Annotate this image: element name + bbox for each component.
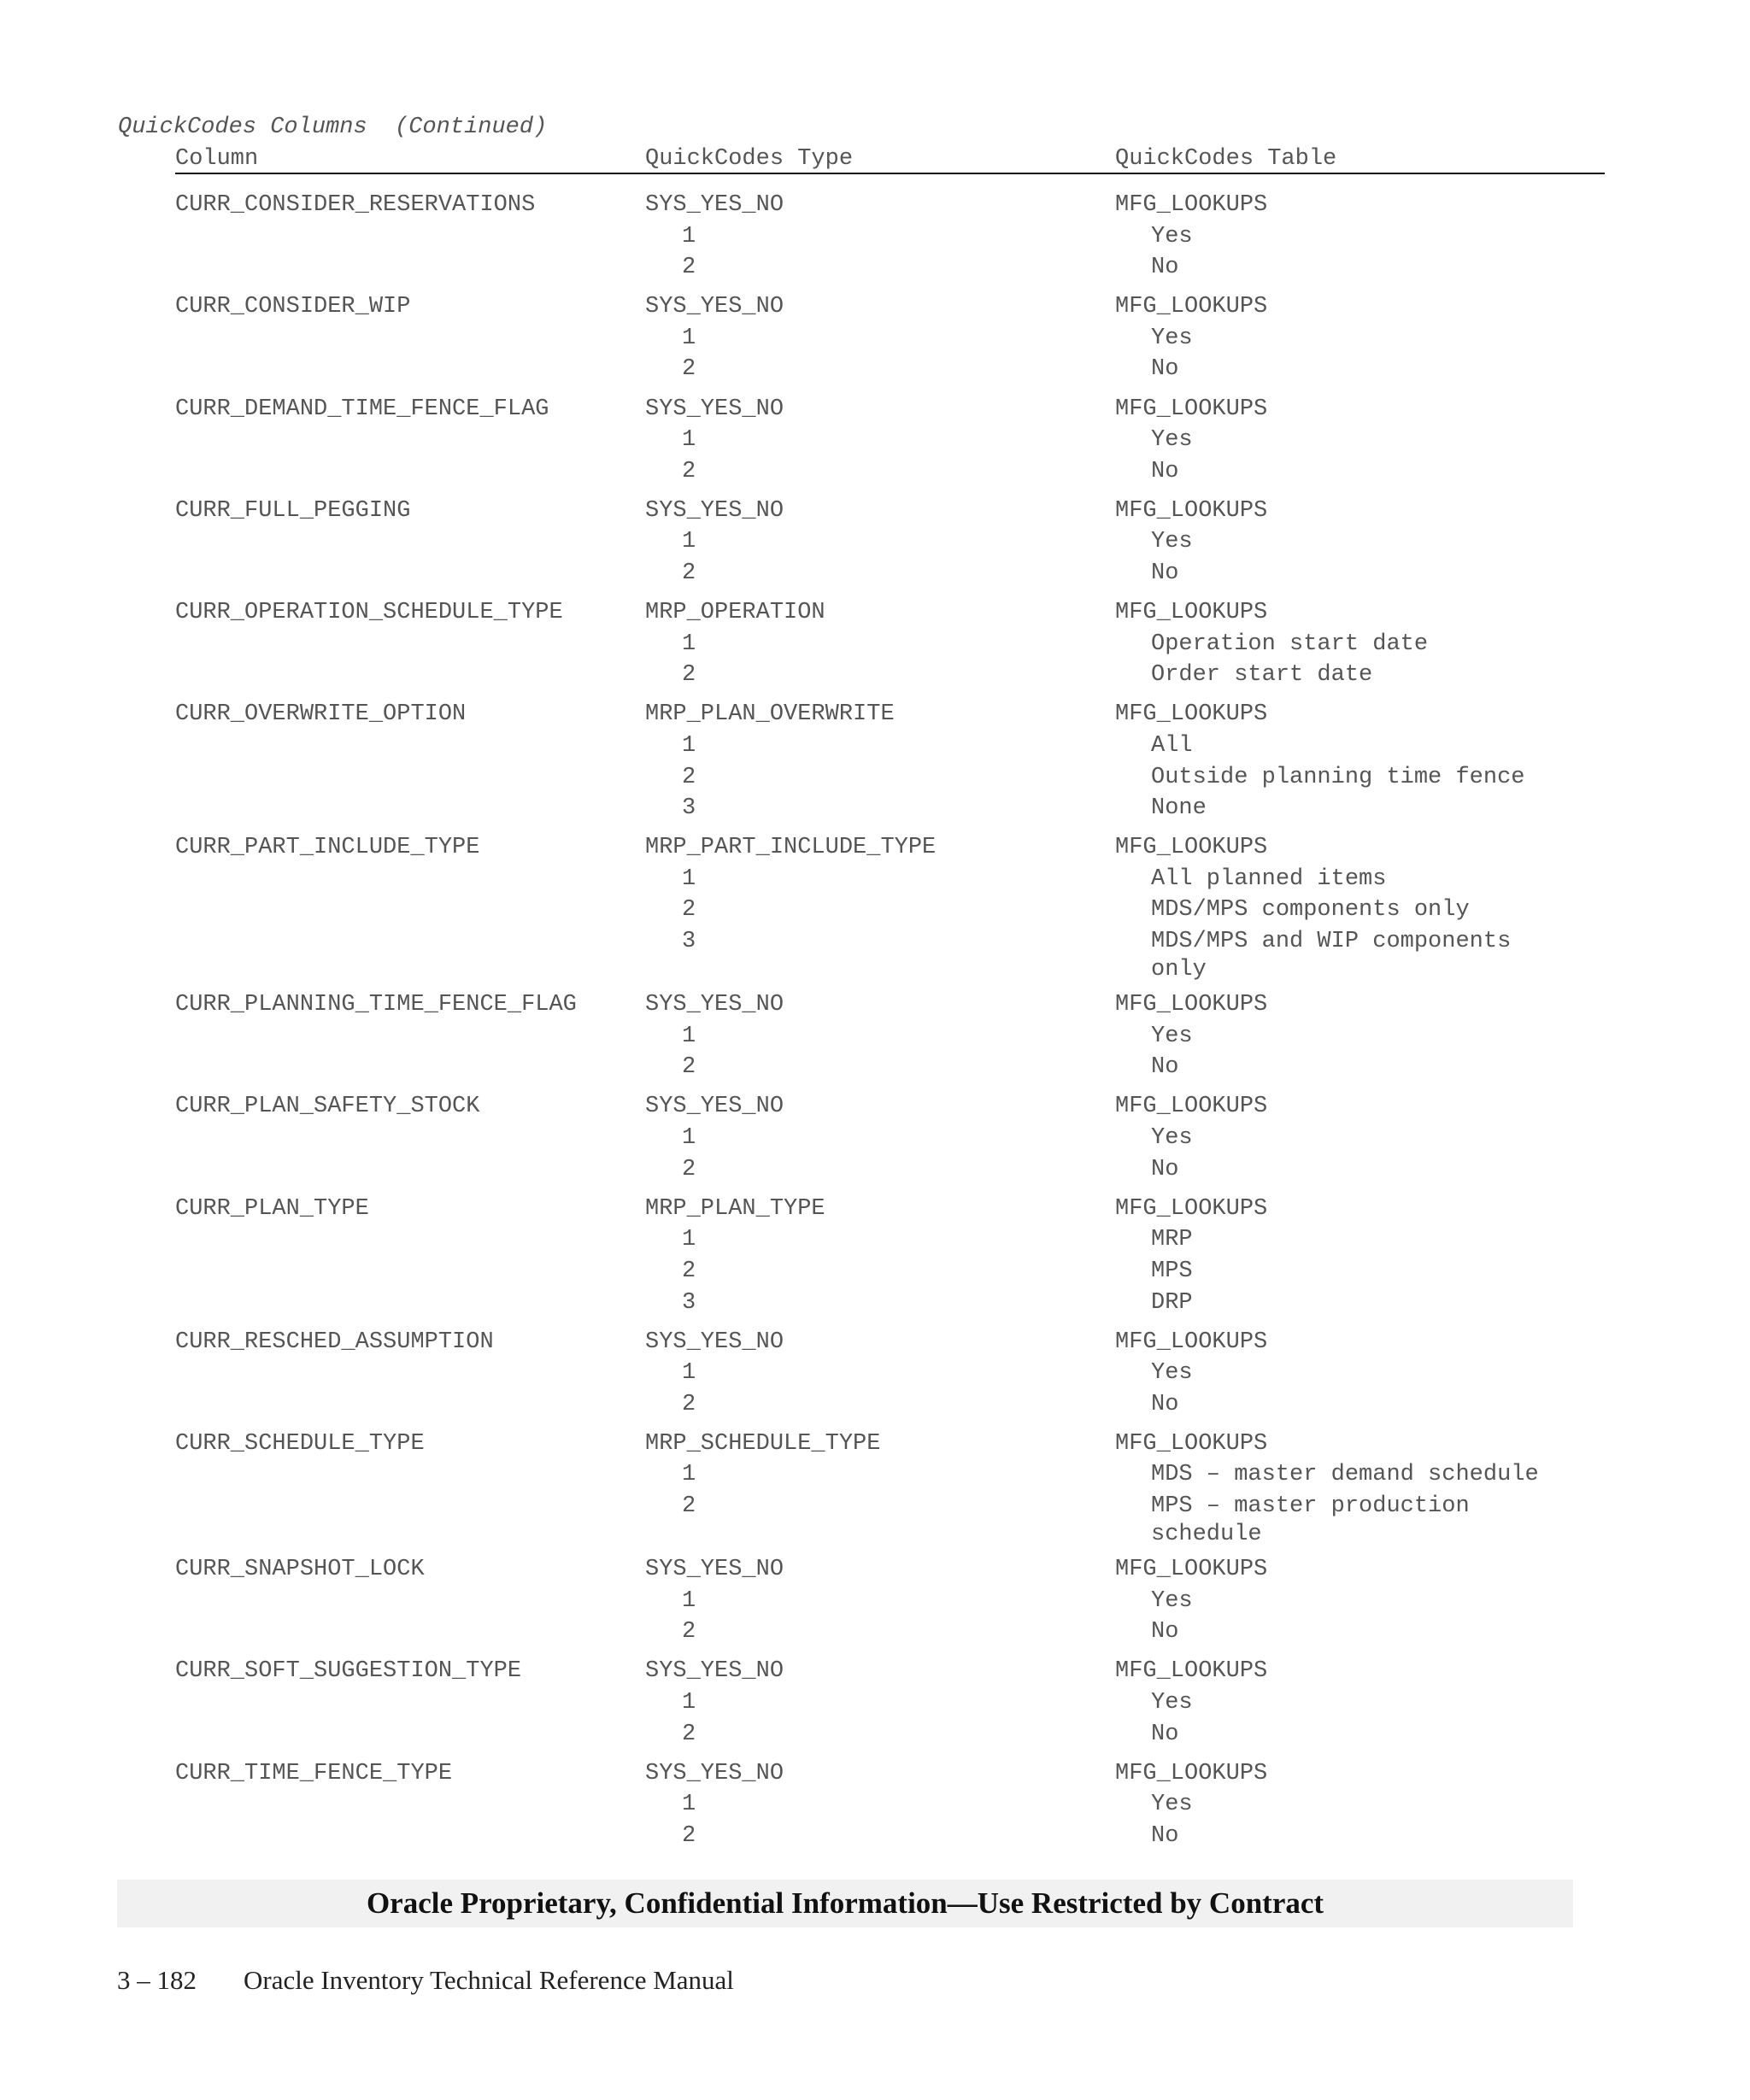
code-value: 1 [682, 1125, 696, 1152]
quickcodes-table: MFG_LOOKUPS [1115, 701, 1268, 728]
code-meaning: No [1151, 1054, 1179, 1081]
table-entry [175, 1428, 1605, 1554]
entry-spacer [175, 1083, 1605, 1092]
quickcodes-type: SYS_YES_NO [645, 1557, 784, 1583]
code-line [175, 629, 1605, 660]
code-line [175, 660, 1605, 691]
column-name: CURR_CONSIDER_RESERVATIONS [175, 192, 536, 218]
code-value: 3 [682, 795, 696, 822]
code-value: 1 [682, 325, 696, 351]
table-entry [175, 597, 1605, 699]
code-line [175, 762, 1605, 794]
quickcodes-table: MFG_LOOKUPS [1115, 294, 1268, 320]
code-meaning-continuation: only [1151, 956, 1207, 983]
code-value: 2 [682, 897, 696, 924]
code-meaning: No [1151, 1822, 1179, 1849]
code-meaning: No [1151, 356, 1179, 383]
entry-main-line [175, 989, 1605, 1021]
code-line [175, 1491, 1605, 1522]
code-meaning: No [1151, 255, 1179, 281]
column-name: CURR_SOFT_SUGGESTION_TYPE [175, 1658, 522, 1685]
code-line [175, 1256, 1605, 1288]
quickcodes-table: MFG_LOOKUPS [1115, 1760, 1268, 1786]
code-meaning: MDS – master demand schedule [1151, 1462, 1539, 1488]
code-value: 1 [682, 1792, 696, 1818]
code-line [175, 1154, 1605, 1186]
table-entry [175, 832, 1605, 989]
code-meaning: Yes [1151, 427, 1193, 454]
quickcodes-table: MFG_LOOKUPS [1115, 1195, 1268, 1222]
code-meaning: No [1151, 1156, 1179, 1182]
table-entry [175, 1656, 1605, 1757]
page-number: 3 – 182 [117, 1965, 197, 1995]
quickcodes-table: MFG_LOOKUPS [1115, 192, 1268, 218]
entry-spacer [175, 691, 1605, 700]
entry-main-line [175, 1554, 1605, 1586]
quickcodes-type: SYS_YES_NO [645, 1760, 784, 1786]
entry-spacer [175, 284, 1605, 292]
entry-main-line [175, 1194, 1605, 1225]
quickcodes-table: MFG_LOOKUPS [1115, 1329, 1268, 1355]
entry-spacer [175, 1852, 1605, 1861]
column-name: CURR_RESCHED_ASSUMPTION [175, 1329, 494, 1355]
code-value: 1 [682, 631, 696, 657]
table-entry [175, 1194, 1605, 1327]
quickcodes-type: MRP_PLAN_TYPE [645, 1195, 825, 1222]
code-value: 2 [682, 1822, 696, 1849]
code-value: 1 [682, 1023, 696, 1049]
code-line [175, 526, 1605, 558]
quickcodes-table: MFG_LOOKUPS [1115, 835, 1268, 861]
code-value: 2 [682, 764, 696, 790]
code-line [175, 926, 1605, 958]
code-value: 2 [682, 1493, 696, 1520]
table-entry [175, 1554, 1605, 1656]
entry-spacer [175, 1648, 1605, 1657]
quickcodes-type: SYS_YES_NO [645, 192, 784, 218]
column-name: CURR_TIME_FENCE_TYPE [175, 1760, 453, 1786]
column-header: Column [175, 146, 259, 172]
code-line [175, 895, 1605, 926]
code-meaning: Operation start date [1151, 631, 1429, 657]
code-line [175, 1789, 1605, 1821]
quickcodes-table: MFG_LOOKUPS [1115, 396, 1268, 422]
entry-main-line [175, 291, 1605, 323]
code-line [175, 1389, 1605, 1421]
code-line [175, 1224, 1605, 1256]
code-meaning-continuation: schedule [1151, 1521, 1262, 1547]
code-line [175, 1687, 1605, 1719]
entry-spacer [175, 1750, 1605, 1758]
code-value: 2 [682, 1721, 696, 1747]
code-value: 2 [682, 1258, 696, 1284]
quickcodes-type: SYS_YES_NO [645, 1329, 784, 1355]
code-meaning: None [1151, 795, 1207, 822]
column-name: CURR_FULL_PEGGING [175, 497, 411, 524]
code-line [175, 425, 1605, 456]
code-meaning: No [1151, 1619, 1179, 1645]
entry-spacer [175, 982, 1605, 990]
code-value: 1 [682, 733, 696, 759]
code-line [175, 1459, 1605, 1491]
quickcodes-type: SYS_YES_NO [645, 294, 784, 320]
code-meaning: Yes [1151, 1023, 1193, 1049]
entry-main-line [175, 496, 1605, 527]
quickcodes-type: SYS_YES_NO [645, 992, 784, 1018]
code-meaning: Yes [1151, 1792, 1193, 1818]
table-entry [175, 1758, 1605, 1860]
entry-spacer [175, 590, 1605, 598]
column-name: CURR_SCHEDULE_TYPE [175, 1430, 425, 1457]
code-meaning: Yes [1151, 529, 1193, 555]
code-meaning: Yes [1151, 1360, 1193, 1387]
column-name: CURR_DEMAND_TIME_FENCE_FLAG [175, 396, 549, 422]
code-value: 2 [682, 458, 696, 484]
entry-main-line [175, 1656, 1605, 1687]
table-entry [175, 1091, 1605, 1193]
confidentiality-banner: Oracle Proprietary, Confidential Information––Use Restricted by Contract [117, 1880, 1573, 1927]
code-meaning: Yes [1151, 1690, 1193, 1716]
quickcodes-type: SYS_YES_NO [645, 497, 784, 524]
code-line [175, 1288, 1605, 1319]
entry-main-line [175, 1758, 1605, 1790]
entry-spacer [175, 385, 1605, 394]
table-entry [175, 291, 1605, 393]
code-value: 1 [682, 865, 696, 892]
quickcodes-table: MFG_LOOKUPS [1115, 1658, 1268, 1685]
code-value: 1 [682, 1690, 696, 1716]
quickcodes-table-body [175, 190, 1605, 1860]
code-value: 2 [682, 560, 696, 587]
code-line [175, 323, 1605, 355]
quickcodes-table: MFG_LOOKUPS [1115, 1557, 1268, 1583]
quickcodes-type: MRP_OPERATION [645, 600, 825, 626]
code-meaning: Yes [1151, 1587, 1193, 1614]
code-meaning: Order start date [1151, 662, 1373, 689]
code-meaning: No [1151, 560, 1179, 587]
code-line [175, 1021, 1605, 1053]
code-value: 2 [682, 1391, 696, 1417]
entry-main-line [175, 1327, 1605, 1358]
table-entry [175, 1327, 1605, 1428]
entry-main-line [175, 832, 1605, 864]
code-meaning: MDS/MPS and WIP components [1151, 929, 1512, 955]
code-value: 1 [682, 427, 696, 454]
code-meaning-continuation-line [175, 1522, 1605, 1546]
code-value: 3 [682, 1289, 696, 1316]
column-name: CURR_SNAPSHOT_LOCK [175, 1557, 425, 1583]
code-line [175, 1719, 1605, 1751]
code-value: 1 [682, 1587, 696, 1614]
column-name: CURR_CONSIDER_WIP [175, 294, 411, 320]
entry-spacer [175, 824, 1605, 833]
code-value: 1 [682, 223, 696, 249]
code-line [175, 730, 1605, 762]
code-meaning: Yes [1151, 223, 1193, 249]
code-value: 2 [682, 1054, 696, 1081]
code-line [175, 1616, 1605, 1648]
code-line [175, 456, 1605, 488]
code-value: 2 [682, 1156, 696, 1182]
code-meaning: All planned items [1151, 865, 1387, 892]
code-value: 2 [682, 255, 696, 281]
entry-spacer [175, 1420, 1605, 1428]
code-meaning: DRP [1151, 1289, 1193, 1316]
code-value: 2 [682, 356, 696, 383]
code-meaning: No [1151, 458, 1179, 484]
code-line [175, 1052, 1605, 1083]
quickcodes-table-header: QuickCodes Table [1115, 146, 1337, 172]
quickcodes-type: MRP_SCHEDULE_TYPE [645, 1430, 881, 1457]
code-meaning: MPS – master production [1151, 1493, 1470, 1520]
entry-spacer [175, 1546, 1605, 1555]
code-value: 1 [682, 1360, 696, 1387]
entry-spacer [175, 1318, 1605, 1327]
table-caption: QuickCodes Columns (Continued) [118, 114, 548, 140]
code-meaning: Yes [1151, 1125, 1193, 1152]
code-line [175, 252, 1605, 284]
manual-title: Oracle Inventory Technical Reference Manual [244, 1965, 734, 1995]
code-meaning: No [1151, 1391, 1179, 1417]
code-value: 2 [682, 1619, 696, 1645]
entry-main-line [175, 597, 1605, 629]
table-entry [175, 989, 1605, 1091]
table-entry [175, 699, 1605, 832]
column-name: CURR_OPERATION_SCHEDULE_TYPE [175, 600, 563, 626]
column-name: CURR_PLAN_SAFETY_STOCK [175, 1094, 480, 1120]
code-value: 1 [682, 1227, 696, 1253]
quickcodes-type: SYS_YES_NO [645, 1094, 784, 1120]
entry-main-line [175, 699, 1605, 730]
quickcodes-table: MFG_LOOKUPS [1115, 1430, 1268, 1457]
code-line [175, 354, 1605, 385]
code-line [175, 1586, 1605, 1617]
code-value: 3 [682, 929, 696, 955]
entry-main-line [175, 1091, 1605, 1123]
column-name: CURR_OVERWRITE_OPTION [175, 701, 467, 728]
quickcodes-table: MFG_LOOKUPS [1115, 497, 1268, 524]
code-line [175, 558, 1605, 590]
code-meaning: All [1151, 733, 1193, 759]
code-meaning: MRP [1151, 1227, 1193, 1253]
entry-main-line [175, 190, 1605, 221]
code-meaning: MDS/MPS components only [1151, 897, 1470, 924]
code-value: 2 [682, 662, 696, 689]
quickcodes-table: MFG_LOOKUPS [1115, 600, 1268, 626]
quickcodes-type: MRP_PART_INCLUDE_TYPE [645, 835, 937, 861]
code-meaning: Outside planning time fence [1151, 764, 1525, 790]
entry-spacer [175, 1185, 1605, 1194]
code-line [175, 221, 1605, 253]
entry-main-line [175, 1428, 1605, 1460]
quickcodes-type-header: QuickCodes Type [645, 146, 854, 172]
quickcodes-type: MRP_PLAN_OVERWRITE [645, 701, 895, 728]
table-header [175, 145, 1605, 174]
quickcodes-table: MFG_LOOKUPS [1115, 1094, 1268, 1120]
table-entry [175, 394, 1605, 496]
code-meaning: Yes [1151, 325, 1193, 351]
code-value: 1 [682, 529, 696, 555]
quickcodes-type: SYS_YES_NO [645, 396, 784, 422]
code-line [175, 1123, 1605, 1154]
code-line [175, 793, 1605, 824]
table-entry [175, 496, 1605, 597]
code-meaning-continuation-line [175, 958, 1605, 982]
entry-main-line [175, 394, 1605, 425]
code-value: 1 [682, 1462, 696, 1488]
code-meaning: MPS [1151, 1258, 1193, 1284]
entry-spacer [175, 487, 1605, 496]
column-name: CURR_PLANNING_TIME_FENCE_FLAG [175, 992, 577, 1018]
table-entry [175, 190, 1605, 291]
quickcodes-type: SYS_YES_NO [645, 1658, 784, 1685]
column-name: CURR_PART_INCLUDE_TYPE [175, 835, 480, 861]
code-line [175, 864, 1605, 895]
column-name: CURR_PLAN_TYPE [175, 1195, 369, 1222]
code-line [175, 1358, 1605, 1389]
code-meaning: No [1151, 1721, 1179, 1747]
code-line [175, 1821, 1605, 1852]
quickcodes-table: MFG_LOOKUPS [1115, 992, 1268, 1018]
